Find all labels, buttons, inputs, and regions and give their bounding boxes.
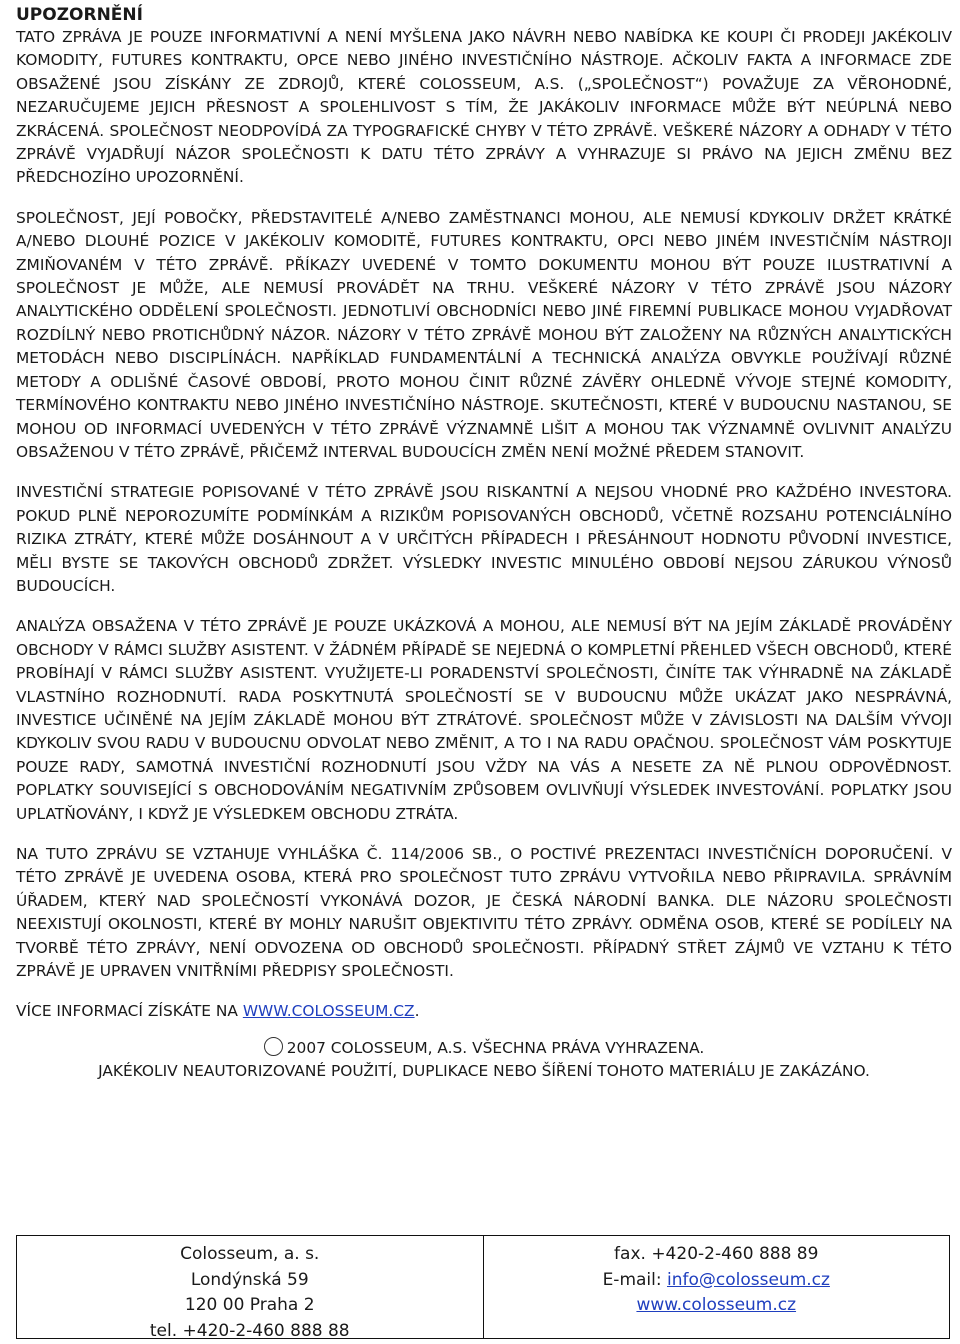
disclaimer-paragraph-3: INVESTIČNÍ STRATEGIE POPISOVANÉ V TÉTO ZPRÁVĚ JSOU RISKANTNÍ A NEJSOU VHODNÉ PRO KAŽDÉHO INVESTORA. POKUD PLNĚ NEPOROZUMÍTE PODMÍNKÁM A RIZIKŮM POPISOVANÝCH OBCHODŮ, VČETNĚ ROZSAHU POTENCIÁLNÍHO RIZIKA ZTRÁTY, KTERÉ MŮŽE DOSÁHNOUT A V URČITÝCH PŘÍPADECH I PŘESÁHNOUT HODNOTU PŮVODNÍ INVESTICE, MĚLI BYSTE SE TAKOVÝCH OBCHODŮ ZDRŽET. VÝSLEDKY INVESTIC MINULÉHO OBDOBÍ NEJSOU ZÁRUKOU VÝNOSŮ BUDOUCÍCH. — [16, 481, 952, 598]
usage-restriction-line: JAKÉKOLIV NEAUTORIZOVANÉ POUŽITÍ, DUPLIKACE NEBO ŠÍŘENÍ TOHOTO MATERIÁLU JE ZAKÁZÁNO. — [16, 1060, 952, 1083]
footer-company-name: Colosseum, a. s. — [17, 1242, 483, 1268]
copyright-icon — [264, 1037, 283, 1056]
website-link[interactable]: WWW.COLOSSEUM.CZ — [243, 1002, 415, 1020]
footer-email-link[interactable]: info@colosseum.cz — [667, 1270, 830, 1290]
footer-email-label: E-mail: — [603, 1270, 667, 1290]
disclaimer-paragraph-5: NA TUTO ZPRÁVU SE VZTAHUJE VYHLÁŠKA Č. 114/2006 SB., O POCTIVÉ PREZENTACI INVESTIČNÍCH DOPORUČENÍ. V TÉTO ZPRÁVĚ JE UVEDENA OSOBA, KTERÁ PRO SPOLEČNOST TUTO ZPRÁVU VYTVOŘILA NEBO PŘIPRAVILA. SPRÁVNÍM ÚŘADEM, KTERÝ NAD SPOLEČNOSTÍ VYKONÁVÁ DOZOR, JE ČESKÁ NÁRODNÍ BANKA. DLE NÁZORU SPOLEČNOSTI NEEXISTUJÍ OKOLNOSTI, KTERÉ BY MOHLY NARUŠIT OBJEKTIVITU TÉTO ZPRÁVY. ODMĚNA OSOB, KTERÉ SE PODÍLELY NA TVORBĚ TÉTO ZPRÁVY, NENÍ ODVOZENA OD OBCHODŮ SPOLEČNOSTI. PŘÍPADNÝ STŘET ZÁJMŮ VE VZTAHU K TÉTO ZPRÁVĚ JE UPRAVEN VNITŘNÍMI PŘEDPISY SPOLEČNOSTI. — [16, 843, 952, 983]
footer-street: Londýnská 59 — [17, 1268, 483, 1294]
contact-footer — [16, 1235, 950, 1339]
footer-phone: tel. +420-2-460 888 88 — [17, 1319, 483, 1344]
disclaimer-document — [16, 4, 952, 1083]
copyright-text: 2007 COLOSSEUM, A.S. VŠECHNA PRÁVA VYHRAZENA. — [287, 1039, 705, 1057]
footer-web-line — [484, 1293, 950, 1319]
footer-city: 120 00 Praha 2 — [17, 1293, 483, 1319]
copyright-line — [16, 1037, 952, 1060]
disclaimer-paragraph-4: ANALÝZA OBSAŽENA V TÉTO ZPRÁVĚ JE POUZE UKÁZKOVÁ A MOHOU, ALE NEMUSÍ BÝT NA JEJÍM ZÁKLADĚ PROVÁDĚNY OBCHODY V RÁMCI SLUŽBY ASISTENT. V ŽÁDNÉM PŘÍPADĚ SE NEJEDNÁ O KOMPLETNÍ PŘEHLED VŠECH OBCHODŮ, KTERÉ PROBÍHAJÍ V RÁMCI SLUŽBY ASISTENT. VYUŽIJETE-LI PORADENSTVÍ SPOLEČNOSTI, ČINÍTE TAK VÝHRADNĚ NA ZÁKLADĚ VLASTNÍHO ROZHODNUTÍ. RADA POSKYTNUTÁ SPOLEČNOSTÍ SE V BUDOUCNU MŮŽE UKÁZAT JAKO NESPRÁVNÁ, INVESTICE UČINĚNÉ NA JEJÍM ZÁKLADĚ MOHOU BÝT ZTRÁTOVÉ. SPOLEČNOST MŮŽE V ZÁVISLOSTI NA DALŠÍM VÝVOJI KDYKOLIV SVOU RADU V BUDOUCNU ODVOLAT NEBO ZMĚNIT, A TO I NA RADU OPAČNOU. SPOLEČNOST VÁM POSKYTUJE POUZE RADY, SAMOTNÁ INVESTIČNÍ ROZHODNUTÍ JSOU VŽDY NA VÁS A NESETE ZA NĚ PLNOU ODPOVĚDNOST. POPLATKY SOUVISEJÍCÍ S OBCHODOVÁNÍM NEGATIVNÍM ZPŮSOBEM OVLIVŇUJÍ VÝSLEDEK INVESTOVÁNÍ. POPLATKY JSOU UPLATŇOVÁNY, I KDYŽ JE VÝSLEDKEM OBCHODU ZTRÁTA. — [16, 615, 952, 826]
footer-fax: fax. +420-2-460 888 89 — [484, 1242, 950, 1268]
more-info-suffix: . — [415, 1002, 420, 1020]
more-info-line — [16, 1000, 952, 1023]
copyright-block — [16, 1037, 952, 1083]
disclaimer-paragraph-1: TATO ZPRÁVA JE POUZE INFORMATIVNÍ A NENÍ MYŠLENA JAKO NÁVRH NEBO NABÍDKA KE KOUPI ČI PRODEJI JAKÉKOLIV KOMODITY, FUTURES KONTRAKTU, OPCE NEBO JINÉHO INVESTIČNÍHO NÁSTROJE. AČKOLIV FAKTA A INFORMACE ZDE OBSAŽENÉ JSOU ZÍSKÁNY ZE ZDROJŮ, KTERÉ COLOSSEUM, A.S. („SPOLEČNOST“) POVAŽUJE ZA VĚROHODNÉ, NEZARUČUJEME JEJICH PŘESNOST A SPOLEHLIVOST S TÍM, ŽE JAKÁKOLIV INFORMACE MŮŽE BÝT NEÚPLNÁ NEBO ZKRÁCENÁ. SPOLEČNOST NEODPOVÍDÁ ZA TYPOGRAFICKÉ CHYBY V TÉTO ZPRÁVĚ. VEŠKERÉ NÁZORY A ODHADY V TÉTO ZPRÁVĚ VYJADŘUJÍ NÁZOR SPOLEČNOSTI K DATU TÉTO ZPRÁVY A VYHRAZUJE SI PRÁVO NA JEJICH ZMĚNU BEZ PŘEDCHOZÍHO UPOZORNĚNÍ. — [16, 26, 952, 190]
disclaimer-paragraph-2: SPOLEČNOST, JEJÍ POBOČKY, PŘEDSTAVITELÉ A/NEBO ZAMĚSTNANCI MOHOU, ALE NEMUSÍ KDYKOLIV DRŽET KRÁTKÉ A/NEBO DLOUHÉ POZICE V JAKÉKOLIV KOMODITĚ, FUTURES KONTRAKTU, OPCI NEBO JINÉM INVESTIČNÍM NÁSTROJI ZMIŇOVANÉM V TÉTO ZPRÁVĚ. PŘÍKAZY UVEDENÉ V TOMTO DOKUMENTU MOHOU BÝT POUZE ILUSTRATIVNÍ A SPOLEČNOST JE MŮŽE, ALE NEMUSÍ PROVÁDĚT NA TRHU. VEŠKERÉ NÁZORY V TÉTO ZPRÁVĚ JSOU NÁZORY ANALYTICKÉHO ODDĚLENÍ SPOLEČNOSTI. JEDNOTLIVÍ OBCHODNÍCI NEBO JINÉ FIREMNÍ PUBLIKACE MOHOU VYJADŘOVAT ROZDÍLNÝ NEBO PROTICHŮDNÝ NÁZOR. NÁZORY V TÉTO ZPRÁVĚ MOHOU BÝT ZALOŽENY NA RŮZNÝCH ANALYTICKÝCH METODÁCH NEBO DISCIPLÍNÁCH. NAPŘÍKLAD FUNDAMENTÁLNÍ A TECHNICKÁ ANALÝZA OBVYKLE POUŽÍVAJÍ RŮZNÉ METODY A ODLIŠNÉ ČASOVÉ OBDOBÍ, PROTO MOHOU ČINIT RŮZNÉ ZÁVĚRY OHLEDNĚ VÝVOJE STEJNÉ KOMODITY, TERMÍNOVÉHO KONTRAKTU NEBO JINÉHO INVESTIČNÍHO NÁSTROJE. SKUTEČNOSTI, KTERÉ V BUDOUCNU NASTANOU, SE MOHOU OD INFORMACÍ UVEDENÝCH V TÉTO ZPRÁVĚ VÝZNAMNĚ LIŠIT A MOHOU TAK VÝZNAMNĚ OVLIVNIT ANALÝZU OBSAŽENOU V TÉTO ZPRÁVĚ, PŘIČEMŽ INTERVAL BUDOUCÍCH ZMĚN NENÍ MOŽNÉ PŘEDEM STANOVIT. — [16, 207, 952, 464]
footer-contact-column — [483, 1236, 950, 1338]
disclaimer-heading: UPOZORNĚNÍ — [16, 4, 952, 26]
footer-email-line — [484, 1268, 950, 1294]
more-info-text: VÍCE INFORMACÍ ZÍSKÁTE NA — [16, 1002, 243, 1020]
footer-address-column — [17, 1236, 483, 1338]
footer-web-link[interactable]: www.colosseum.cz — [636, 1295, 796, 1315]
